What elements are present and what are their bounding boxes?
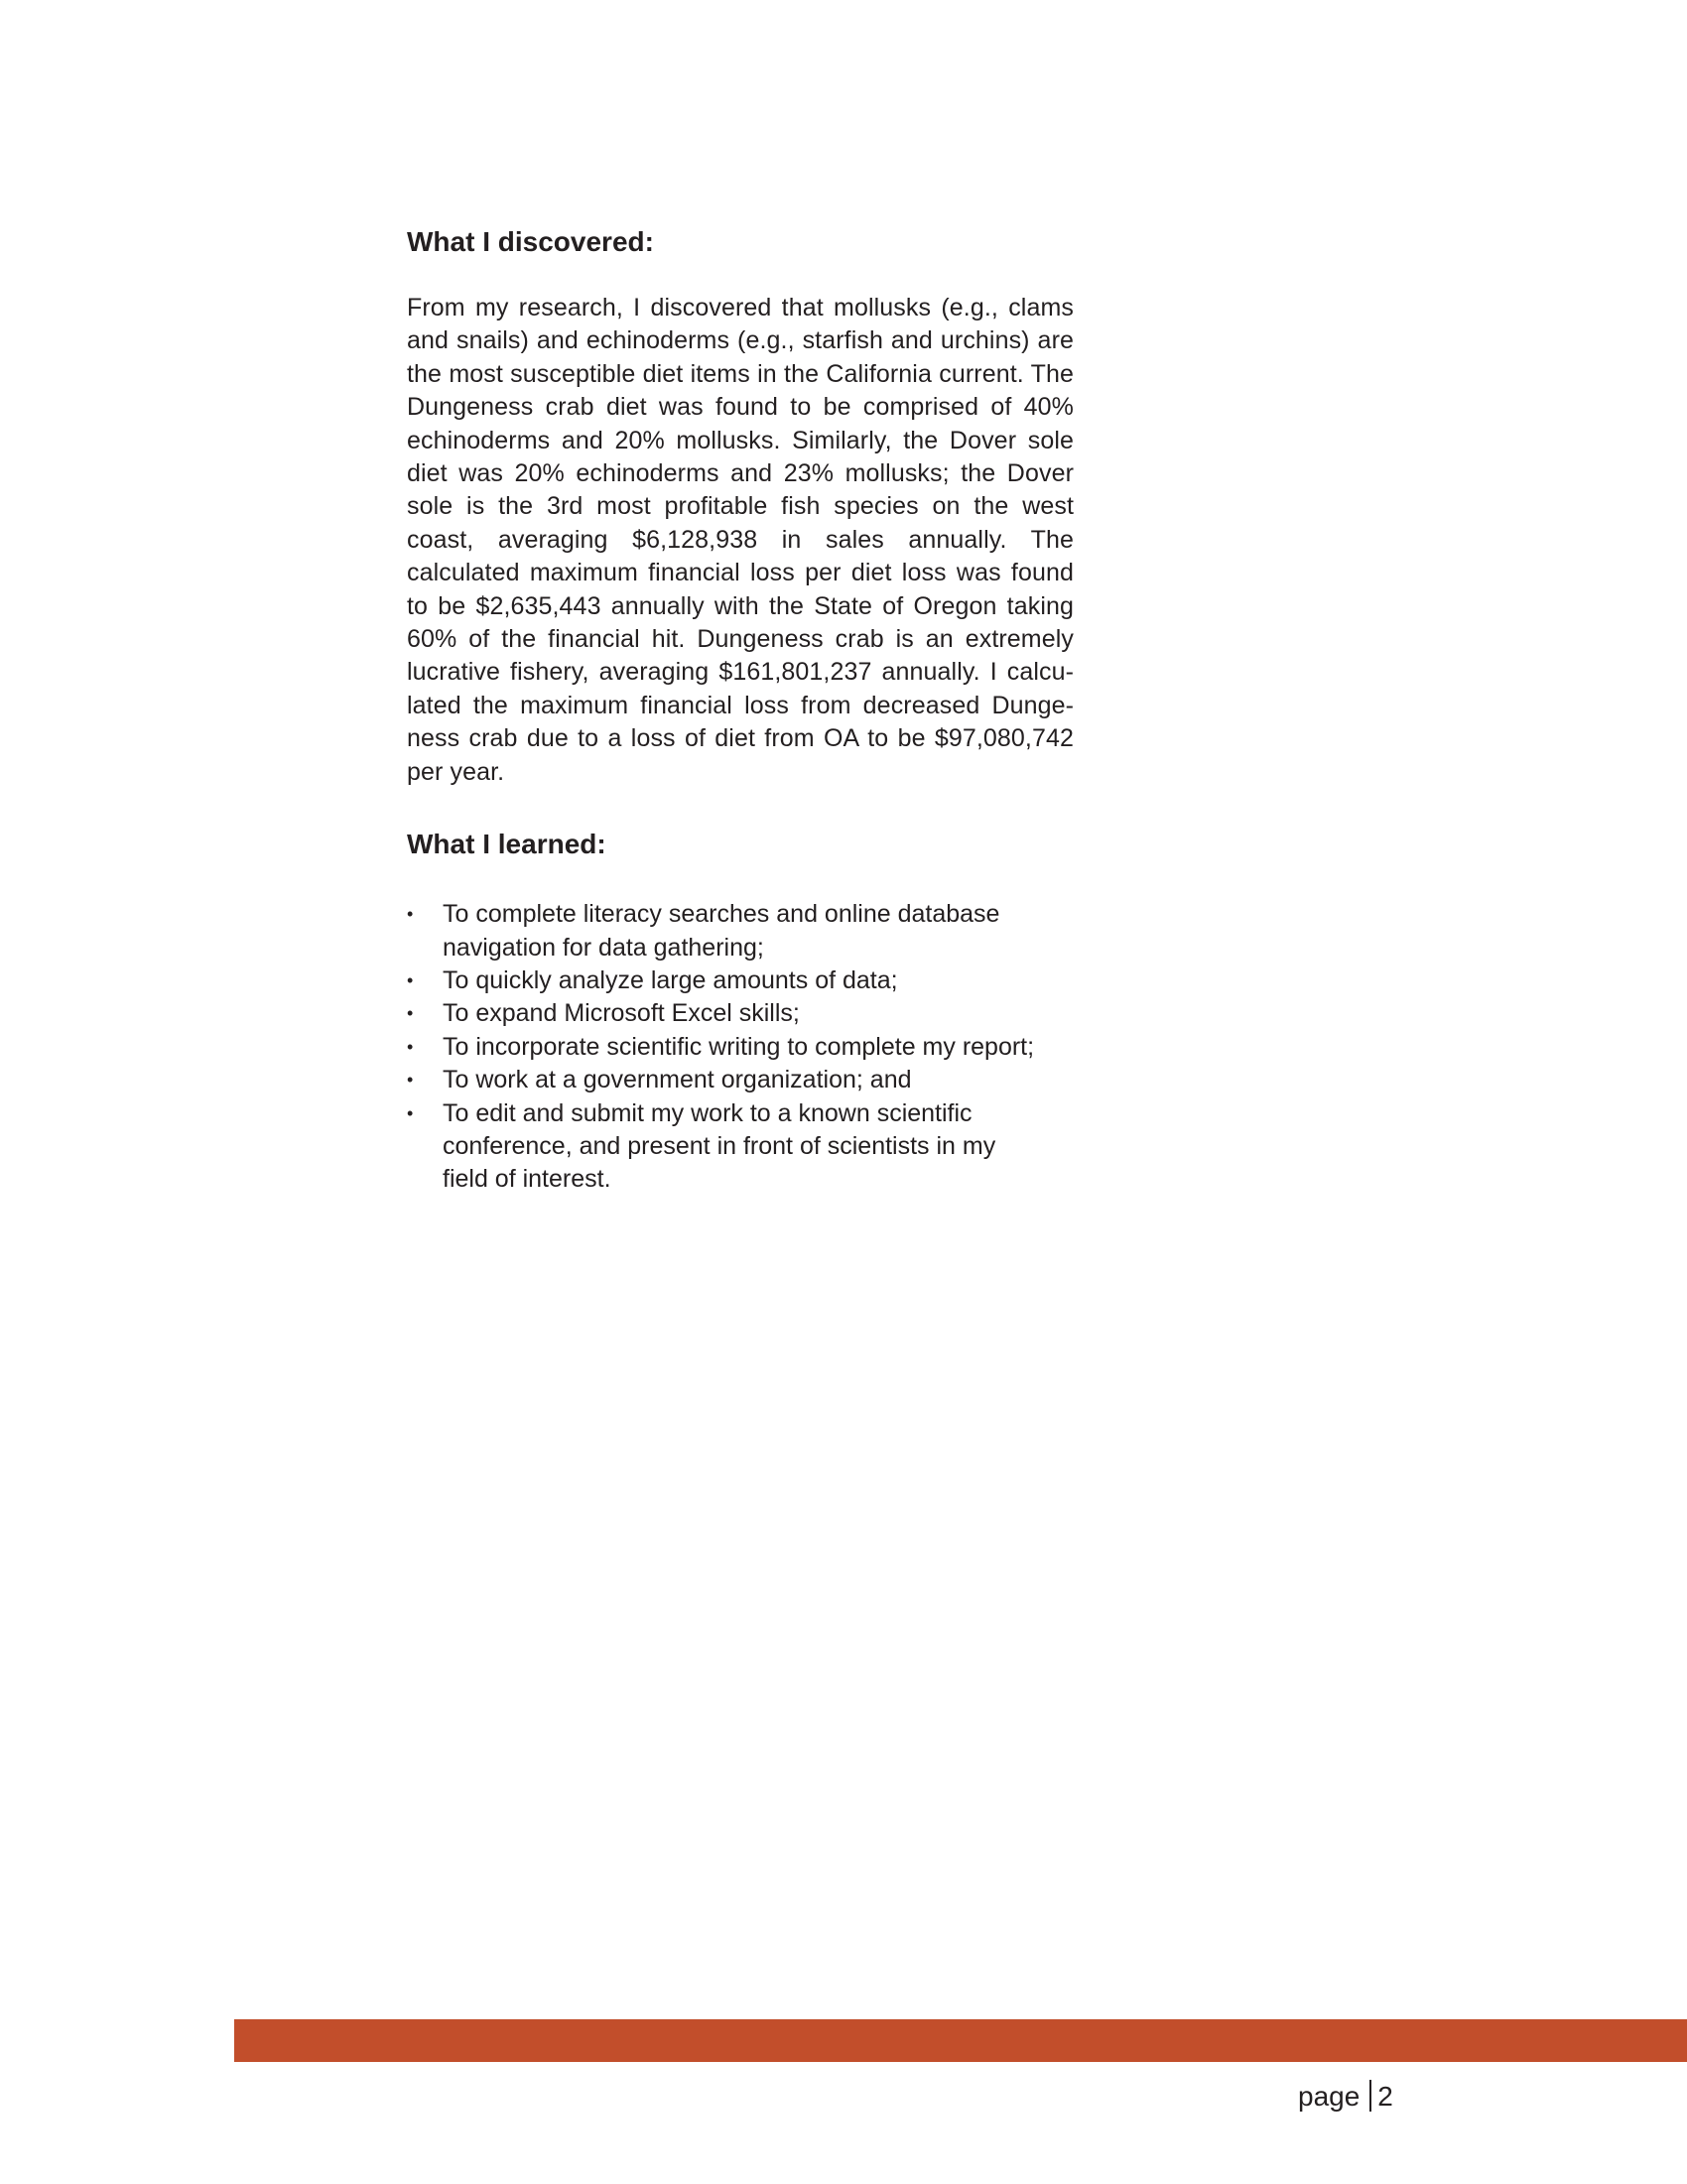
list-item-text: To edit and submit my work to a known scientific conference, and present in front of scientists in my field of interest. xyxy=(443,1098,996,1194)
footer-accent-bar xyxy=(234,2019,1687,2062)
bullet-icon: • xyxy=(407,969,414,990)
page-separator xyxy=(1369,2080,1371,2112)
list-item xyxy=(407,1031,1042,1064)
page-label: page xyxy=(1298,2081,1361,2112)
page-number xyxy=(1298,2077,1393,2117)
bullet-icon: • xyxy=(407,1003,414,1024)
list-item-text: To complete literacy searches and online database navigation for data gathering; xyxy=(443,900,1000,962)
bullet-icon: • xyxy=(407,1036,414,1057)
list-item-text: To work at a government organization; and xyxy=(443,1066,912,1094)
list-item xyxy=(407,1064,1042,1096)
list-item xyxy=(407,898,1042,964)
section-heading-learned: What I learned: xyxy=(407,829,606,860)
page-content xyxy=(407,220,1074,1197)
section-heading-discovered: What I discovered: xyxy=(407,226,654,257)
list-item xyxy=(407,1097,1042,1197)
page-number-value: 2 xyxy=(1377,2081,1393,2112)
bullet-icon: • xyxy=(407,1070,414,1091)
bullet-icon: • xyxy=(407,904,414,925)
discovered-paragraph: From my research, I discovered that mollusks (e.g., clams and snails) and echinoderms (e.g., starfish and urchins) are the most susceptible diet items in the California current. The Dungeness crab diet was found to be comprised of 40% echinoderms and 20% mollusks. Similarly, the Dover sole diet was 20% echinoderms and 23% mollusks; the Dover sole is the 3rd most profitable fish species on the west coast, averaging $6,128,938 in sales annually. The calculated maximum financial loss per diet loss was found to be $2,635,443 annually with the State of Oregon taking 60% of the financial hit. Dungeness crab is an extremely lucrative fishery, averaging $161,801,237 annually. I calculated the maximum financial loss from decreased Dungeness crab due to a loss of diet from OA to be $97,080,742 per year. xyxy=(407,294,1074,786)
bullet-icon: • xyxy=(407,1102,414,1123)
learned-list xyxy=(407,898,1042,1197)
list-item-text: To quickly analyze large amounts of data; xyxy=(443,965,898,994)
list-item xyxy=(407,964,1042,997)
list-item xyxy=(407,997,1042,1030)
list-item-text: To expand Microsoft Excel skills; xyxy=(443,999,800,1028)
list-item-text: To incorporate scientific writing to complete my report; xyxy=(443,1032,1035,1061)
